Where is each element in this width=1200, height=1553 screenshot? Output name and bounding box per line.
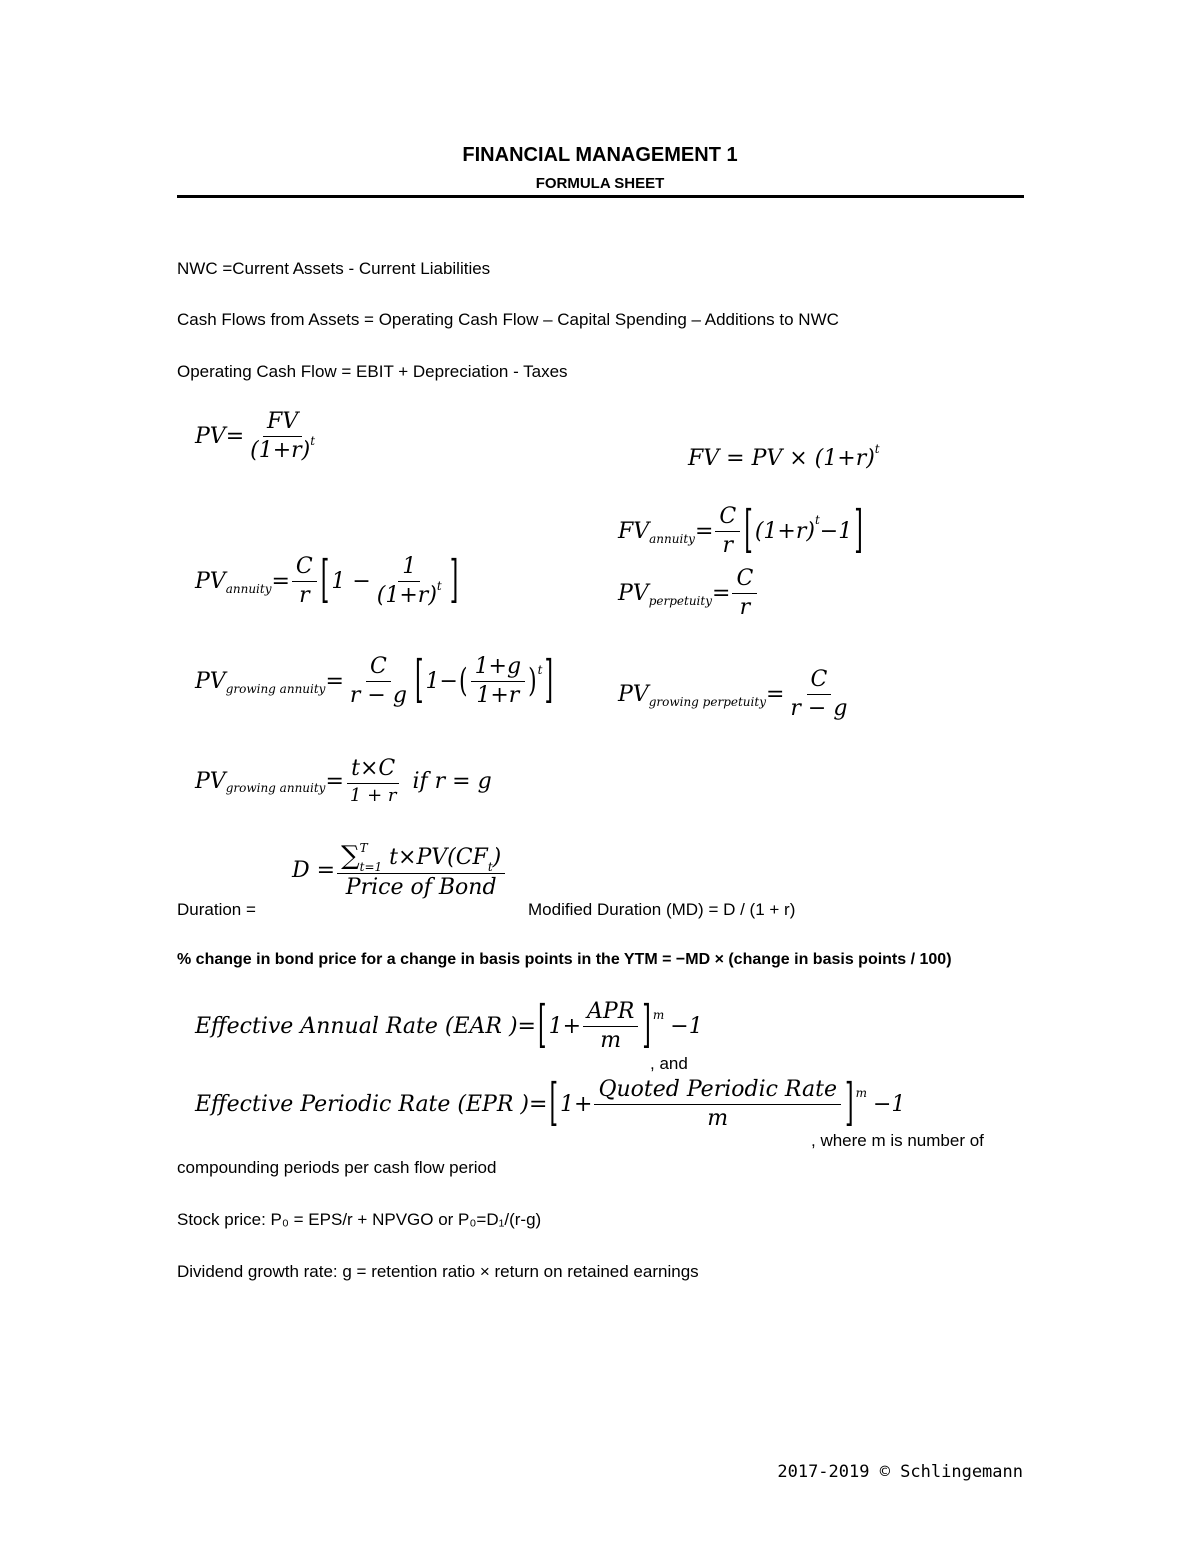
stock-price: Stock price: P₀ = EPS/r + NPVGO or P₀=D₁/(r-g) bbox=[177, 1210, 542, 1229]
epr-suffix: , where m is number of bbox=[811, 1131, 984, 1150]
page-subtitle: FORMULA SHEET bbox=[535, 175, 665, 192]
pv-perpetuity-formula: PV perpetuity = $\frac{C}{r}$ bbox=[618, 567, 759, 620]
annuity-subscript: annuity bbox=[649, 531, 695, 546]
ear-formula: Effective Annual Rate (EAR )= [ 1+ $\frac{\text{APR}}{m}$ ] m −1 bbox=[195, 997, 703, 1056]
duration-fraction: $\frac{\sum^T_{t=1} t\times PV(CF_t)}{\text{Price of Bond}}$ bbox=[337, 842, 505, 900]
footer-copyright: 2017-2019 © Schlingemann bbox=[777, 1462, 1023, 1482]
fv-exponent: t bbox=[874, 442, 880, 456]
equals-sign: = bbox=[225, 424, 245, 450]
duration-label: Duration = bbox=[177, 900, 256, 919]
ear-suffix: , and bbox=[650, 1054, 688, 1073]
pv-label: PV bbox=[195, 424, 226, 450]
pv-fraction bbox=[246, 410, 319, 463]
nwc-line: NWC =Current Assets - Current Liabilities bbox=[177, 259, 491, 278]
pv-growing-perpetuity-formula: PV growing perpetuity = $\frac{C}{r - g}$ bbox=[618, 667, 848, 722]
dividend-growth: Dividend growth rate: g = retention ratio × return on retained earnings bbox=[177, 1262, 699, 1281]
fv-formula bbox=[688, 442, 880, 471]
page-title: FINANCIAL MANAGEMENT 1 bbox=[462, 144, 738, 166]
pv-formula bbox=[195, 410, 321, 463]
fv-annuity-formula: FV annuity = $\frac{C}{r}$ [ (1+r) t −1 ] bbox=[618, 502, 863, 561]
pv-growing-annuity-formula: PV growing annuity = $\frac{C}{r - g}$ [ 1 − ( $\frac{1+g}{1+r}$ ) t ] bbox=[195, 652, 554, 711]
epr-continuation: compounding periods per cash flow period bbox=[177, 1158, 497, 1177]
ocf-line: Operating Cash Flow = EBIT + Depreciation - Taxes bbox=[177, 362, 568, 381]
epr-formula: Effective Periodic Rate (EPR )= [ 1+ $\frac{\text{Quoted Periodic Rate}}{m}$ ] m −1 bbox=[195, 1075, 906, 1134]
pv-numerator: FV bbox=[263, 410, 302, 437]
fv-expression: FV = PV × (1+r) bbox=[688, 446, 875, 471]
duration-formula bbox=[292, 842, 507, 900]
cash-flows-line: Cash Flows from Assets = Operating Cash Flow – Capital Spending – Additions to NWC bbox=[177, 310, 839, 329]
bond-price-change: % change in bond price for a change in basis points in the YTM = −MD × (change in basis points / 100) bbox=[177, 951, 952, 968]
pv-annuity-formula: PV annuity = $\frac{C}{r}$ [ 1 − $\frac{1}{(1+r)^t}$ ] bbox=[195, 552, 459, 611]
title-rule bbox=[177, 195, 1024, 198]
pv-denominator: $(1+r)^t$ bbox=[250, 434, 316, 464]
modified-duration: Modified Duration (MD) = D / (1 + r) bbox=[528, 900, 796, 919]
duration-d: D = bbox=[292, 858, 336, 884]
pv-growing-annuity-special-formula: PV growing annuity = $\frac{t\times C}{1 + r}$ if r = g bbox=[195, 756, 492, 807]
